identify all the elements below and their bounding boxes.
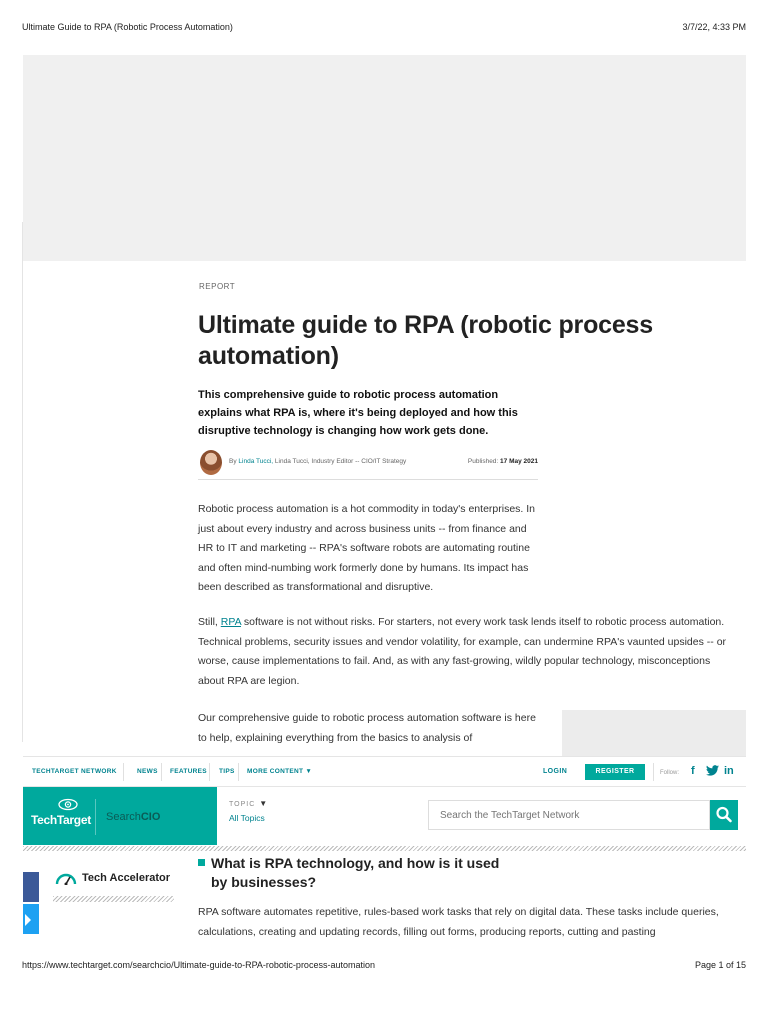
topic-selector[interactable] [229,793,267,823]
nav-features[interactable]: FEATURES [170,768,207,775]
published-label: Published: [467,458,499,465]
rpa-link[interactable]: RPA [220,616,241,628]
brand-bar [23,787,217,845]
tech-accelerator-label: Tech Accelerator [82,872,171,884]
left-rule [22,222,23,742]
article-subtitle: This comprehensive guide to robotic process automation explains what RPA is, where it's being deployed and how this disruptive technology is changing how work gets done. [198,389,518,437]
paragraph-guide: Our comprehensive guide to robotic process automation software is here to help, explaining everything from the basics to analysis of [198,712,536,744]
section-heading-line2: by businesses? [211,874,317,890]
site-name: CIO [140,811,161,823]
topic-value[interactable]: All Topics [229,813,265,823]
report-label: REPORT [199,282,236,291]
section-heading-line1: What is RPA technology, and how is it used [211,855,500,871]
print-header-title: Ultimate Guide to RPA (Robotic Process Automation) [22,22,233,32]
brand-divider [95,799,96,835]
nav-separator [653,763,654,781]
chevron-down-icon: ▼ [259,799,268,808]
nav-separator [238,763,239,781]
print-header [22,22,746,34]
searchcio-logo[interactable] [106,811,160,823]
paragraph-intro: Robotic process automation is a hot commodity in today's enterprises. In just about every industry and across business units -- from finance and HR to IT and marketing -- RPA's software robots are automating routine and often mind-numbing work formerly done by humans. Its impact has been described as transformational and disruptive. [198,503,535,593]
techtarget-eye-icon [57,798,79,811]
topic-label: TOPIC [229,801,256,808]
site-prefix: Search [106,811,141,823]
linkedin-icon[interactable]: in [724,765,734,777]
login-link[interactable]: LOGIN [543,768,568,775]
print-footer-page: Page 1 of 15 [694,960,746,970]
speedometer-icon [55,871,77,885]
twitter-bird-icon [706,765,719,776]
byline-by: By [229,458,237,465]
published-value: 17 May 2021 [500,458,538,465]
author-rest: Linda Tucci, Industry Editor -- CIO/IT Strategy [274,458,407,465]
nav-separator [161,763,162,781]
twitter-icon [23,904,39,934]
sidebar-ad-placeholder [562,710,746,756]
paragraph-risks [198,613,728,691]
facebook-icon[interactable]: f [691,765,695,777]
paragraph-what-is-rpa: RPA software automates repetitive, rules-based work tasks that rely on digital data. These tasks include queries, calculations, creating and updating records, filling out forms, producing reports, cutting and pasting [198,906,719,938]
nav-techtarget-network[interactable]: TECHTARGET NETWORK [32,768,117,775]
search-icon [710,800,738,830]
nav-separator [123,763,124,781]
nav-news[interactable]: NEWS [137,768,158,775]
author-avatar[interactable] [200,450,222,475]
twitter-icon[interactable] [706,765,719,779]
published-date [468,458,538,465]
nav-separator [209,763,210,781]
search-button[interactable] [710,800,738,830]
article-title: Ultimate guide to RPA (robotic process automation) [198,311,653,370]
print-footer-url: https://www.techtarget.com/searchcio/Ultimate-guide-to-RPA-robotic-process-automation [22,960,375,970]
share-twitter-button[interactable] [23,904,39,934]
print-header-datetime: 3/7/22, 4:33 PM [682,22,746,32]
search-input[interactable] [429,801,709,829]
follow-label: Follow: [660,770,680,776]
register-button[interactable]: REGISTER [585,764,645,780]
heading-bullet-icon [198,859,205,866]
section-heading [198,854,558,892]
paragraph-risks-post: software is not without risks. For starters, not every work task lends itself to robotic process automation. Technical problems, security issues and vendor volatility, for example, can undermine RPA's vaunted upsides -- or worse, cause implementations to fail. And, as with any fast-growing, wildly popular technology, misconceptions about RPA are legion. [198,616,727,687]
nav-more-content[interactable]: MORE CONTENT ▼ [247,768,313,775]
author-link[interactable]: Linda Tucci, [238,458,274,465]
byline [198,450,538,480]
paragraph-risks-pre: Still, [198,616,221,628]
advertisement-placeholder [23,55,746,261]
techtarget-logo[interactable]: TechTarget [31,813,91,827]
accelerator-hatch [53,896,174,902]
site-topbar [23,756,746,787]
byline-text [229,458,449,466]
search-box [428,800,710,830]
hatch-divider [23,846,746,851]
share-facebook-button[interactable] [23,872,39,902]
nav-tips[interactable]: TIPS [219,768,235,775]
